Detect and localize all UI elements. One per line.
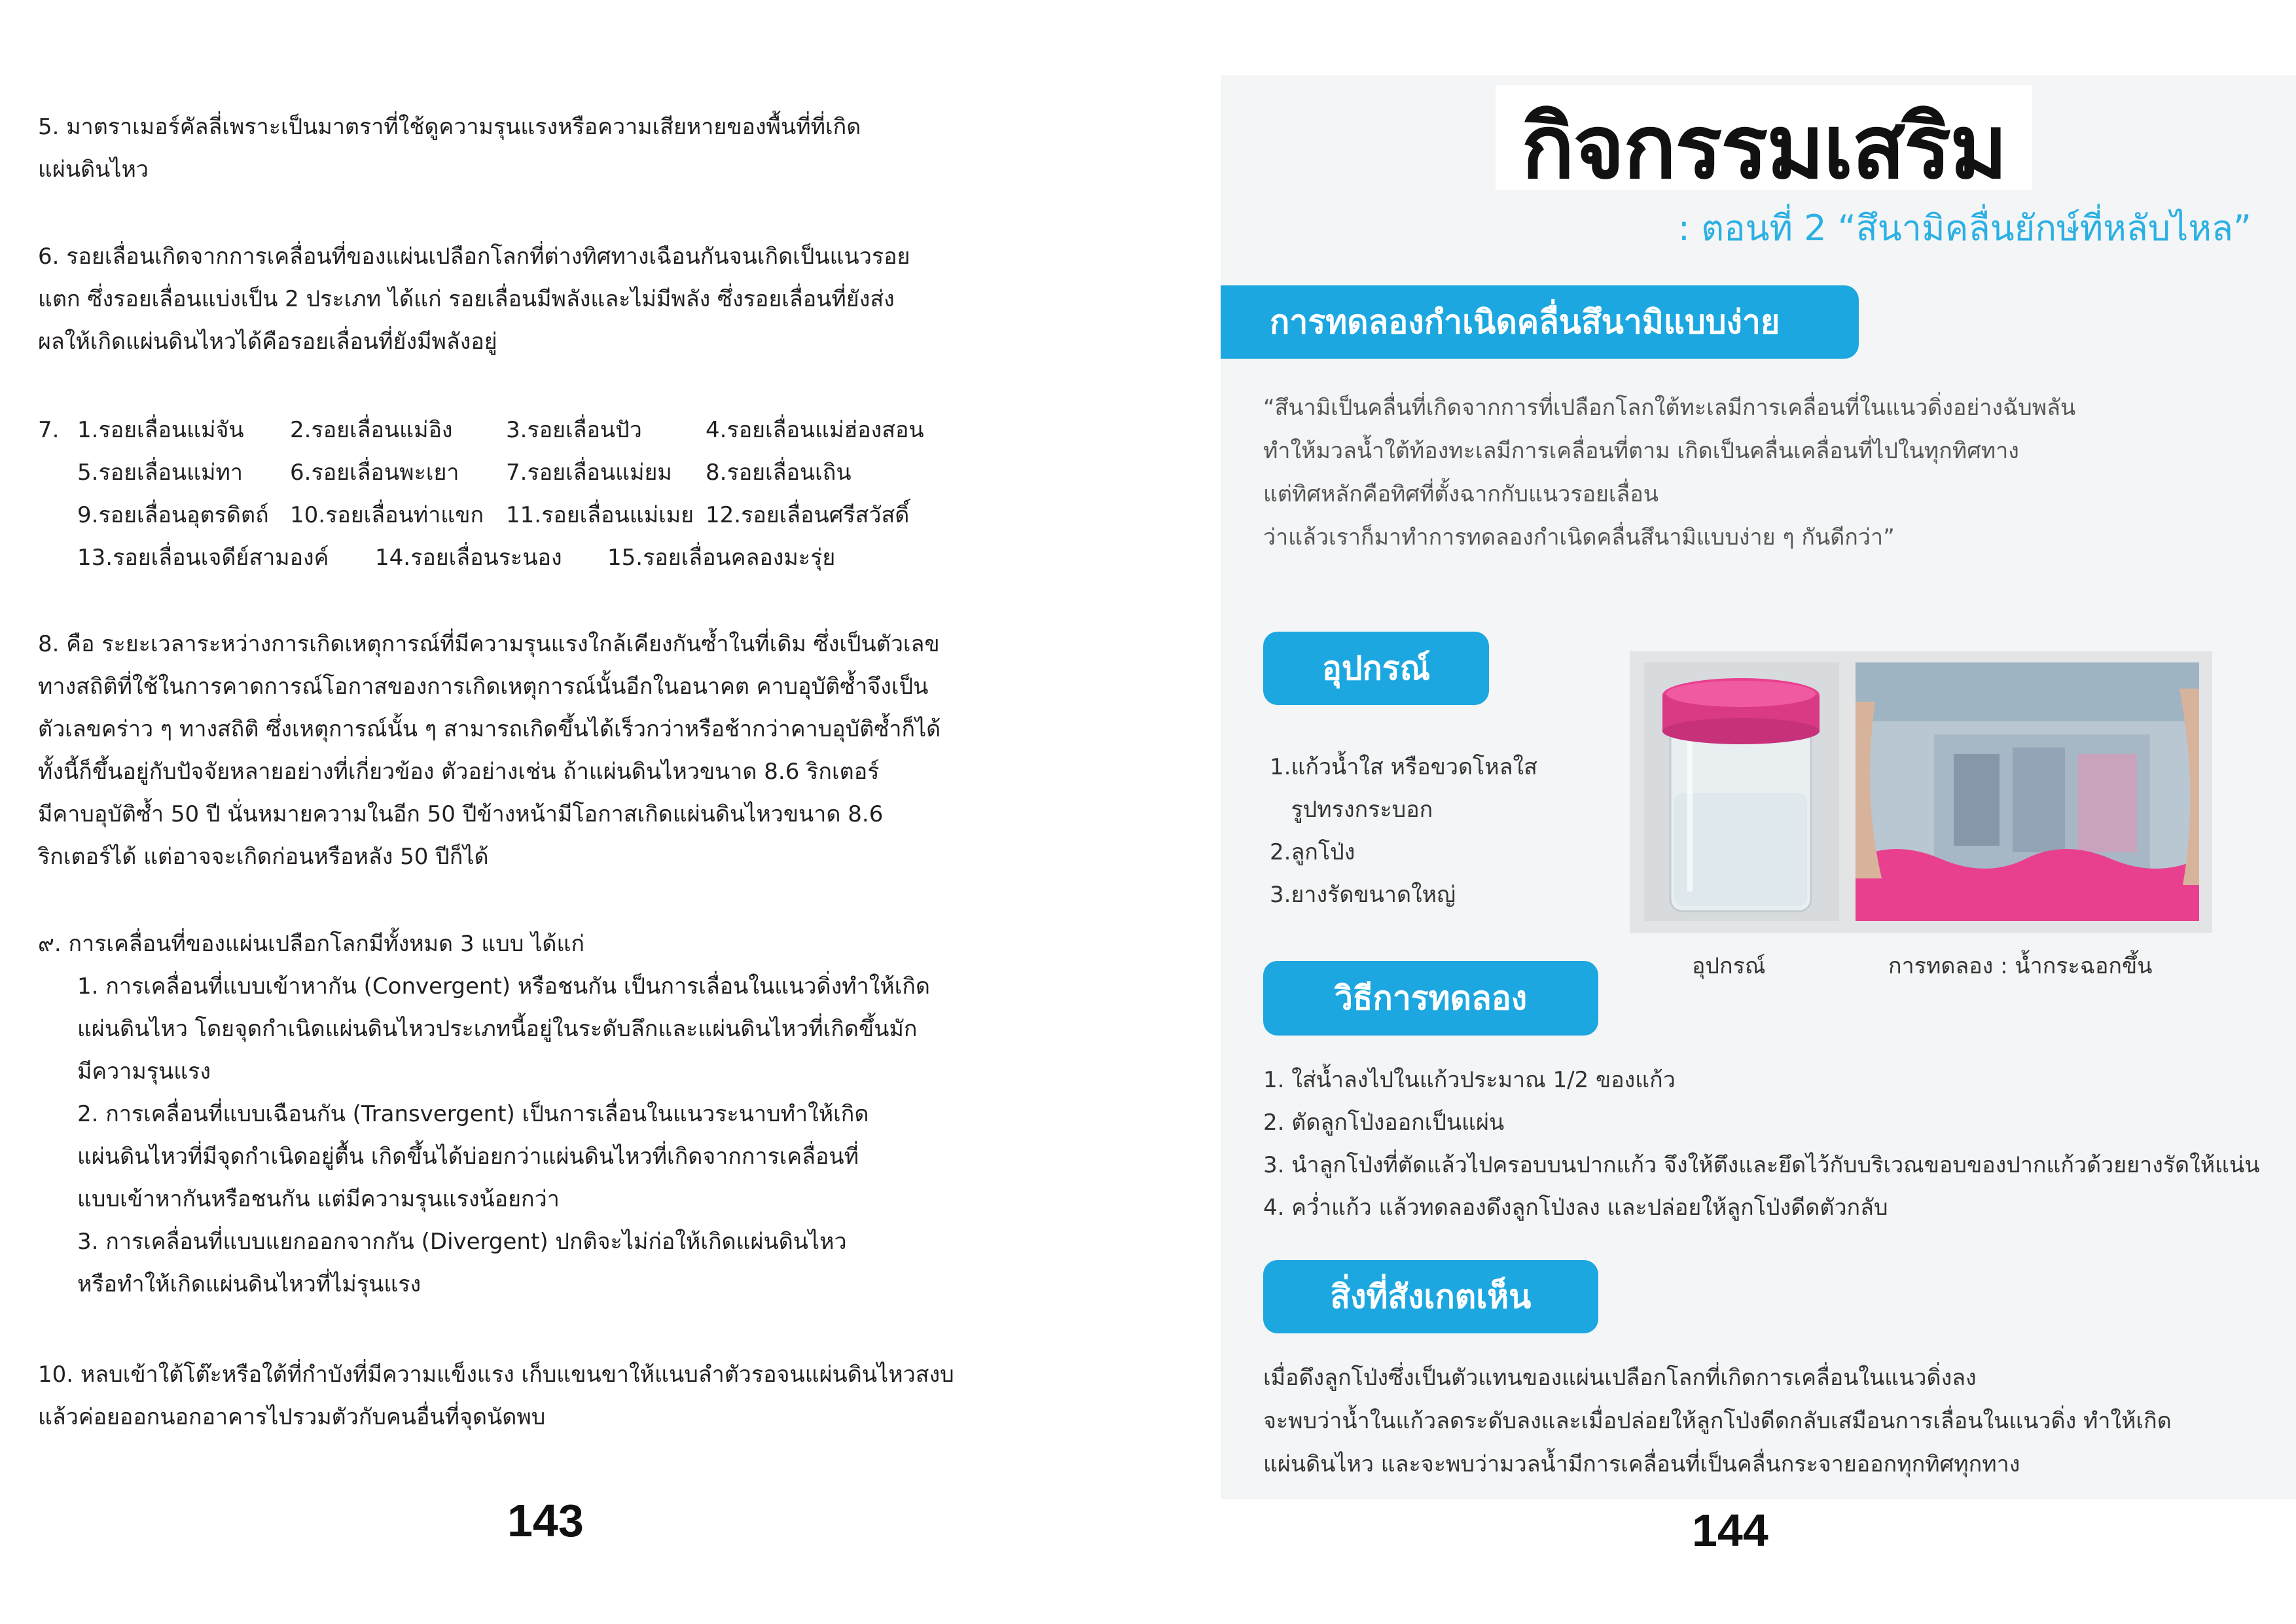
observation-text	[1263, 1356, 2172, 1486]
observation-heading: สิ่งที่สังเกตเห็น	[1263, 1260, 1598, 1333]
answer-8-line: ริกเตอร์ได้ แต่อาจจะเกิดก่อนหรือหลัง 50 ปีก็ได้	[38, 844, 489, 870]
observation-line: แผ่นดินไหว และจะพบว่ามวลน้ำมีการเคลื่อนที่เป็นคลื่นกระจายออกทุกทิศทุกทาง	[1263, 1451, 2020, 1477]
answer-8	[38, 623, 941, 878]
method-heading: วิธีการทดลอง	[1263, 961, 1598, 1036]
answer-9-sub-line: 3. การเคลื่อนที่แบบแยกออกจากกัน (Divergent) ปกติจะไม่ก่อให้เกิดแผ่นดินไหว	[77, 1229, 847, 1255]
page-number: 143	[507, 1495, 584, 1546]
answer-6-line: แตก ซึ่งรอยเลื่อนแบ่งเป็น 2 ประเภท ได้แก่ รอยเลื่อนมีพลังและไม่มีพลัง ซึ่งรอยเลื่อนที่ยังส่ง	[38, 286, 895, 312]
answer-9-sub-line: 2. การเคลื่อนที่แบบเฉือนกัน (Transvergent) เป็นการเลื่อนในแนวระนาบทำให้เกิด	[77, 1101, 869, 1127]
answer-5	[38, 106, 861, 191]
observation-line: จะพบว่าน้ำในแก้วลดระดับลงและเมื่อปล่อยให้ลูกโป่งดีดกลับเสมือนการเลื่อนในแนวดิ่ง ทำให้เกิด	[1263, 1408, 2172, 1434]
fault-row	[77, 409, 924, 452]
answer-8-line: ทั้งนี้ก็ขึ้นอยู่กับปัจจัยหลายอย่างที่เกี่ยวข้อง ตัวอย่างเช่น ถ้าแผ่นดินไหวขนาด 8.6 ริกเตอร์	[38, 759, 880, 785]
page-right	[1221, 0, 2296, 1624]
answer-9-sub-line: แผ่นดินไหวที่มีจุดกำเนิดอยู่ตื้น เกิดขึ้นได้บ่อยกว่าแผ่นดินไหวที่เกิดจากการเคลื่อนที่	[77, 1144, 859, 1170]
equipment-item: 3.ยางรัดขนาดใหญ่	[1270, 882, 1456, 908]
answer-10-line: 10. หลบเข้าใต้โต๊ะหรือใต้ที่กำบังที่มีความแข็งแรง เก็บแขนขาให้แนบลำตัวรอจนแผ่นดินไหวสงบ	[38, 1362, 954, 1388]
fault-item: 1.รอยเลื่อนแม่จัน	[77, 417, 244, 443]
fault-item: 8.รอยเลื่อนเถิน	[706, 460, 852, 486]
fault-row	[77, 494, 924, 537]
answer-9-line: ๙. การเคลื่อนที่ของแผ่นเปลือกโลกมีทั้งหมด 3 แบบ ได้แก่	[38, 931, 584, 957]
fault-item: 15.รอยเลื่อนคลองมะรุ่ย	[607, 545, 836, 571]
equipment-item: 1.แก้วน้ำใส หรือขวดโหลใส	[1270, 754, 1537, 780]
fault-item: 4.รอยเลื่อนแม่ฮ่องสอน	[706, 417, 924, 443]
answer-8-line: ตัวเลขคร่าว ๆ ทางสถิติ ซึ่งเหตุการณ์นั้น ๆ สามารถเกิดขึ้นได้เร็วกว่าหรือช้ากว่าคาบอุบัติซ้ำก็ได้	[38, 716, 941, 742]
quote-line: “สึนามิเป็นคลื่นที่เกิดจากการที่เปลือกโลกใต้ทะเลมีการเคลื่อนที่ในแนวดิ่งอย่างฉับพลัน	[1263, 395, 2076, 421]
section-banner: การทดลองกำเนิดคลื่นสึนามิแบบง่าย	[1221, 285, 1859, 359]
fault-row	[77, 452, 924, 494]
fault-item: 11.รอยเลื่อนแม่เมย	[506, 502, 694, 528]
fault-item: 5.รอยเลื่อนแม่ทา	[77, 460, 243, 486]
answer-9-sub-line: แบบเข้าหากันหรือชนกัน แต่มีความรุนแรงน้อยกว่า	[77, 1186, 560, 1212]
answer-9-sub-line: แผ่นดินไหว โดยจุดกำเนิดแผ่นดินไหวประเภทนี้อยู่ในระดับลึกและแผ่นดินไหวที่เกิดขึ้นมัก	[77, 1016, 918, 1042]
fault-item: 2.รอยเลื่อนแม่อิง	[290, 417, 453, 443]
answer-9-sub-line: 1. การเคลื่อนที่แบบเข้าหากัน (Convergent) หรือชนกัน เป็นการเลื่อนในแนวดิ่งทำให้เกิด	[77, 973, 930, 1000]
jar-illustration	[1644, 662, 1839, 921]
answer-7-prefix: 7.	[38, 417, 60, 443]
answer-10	[38, 1354, 954, 1439]
answer-9-sub-line: มีความรุนแรง	[77, 1058, 211, 1085]
answer-8-line: ทางสถิติที่ใช้ในการคาดการณ์โอกาสของการเกิดเหตุการณ์นั้นอีกในอนาคต คาบอุบัติซ้ำจึงเป็น	[38, 674, 929, 700]
equipment-list	[1270, 746, 1537, 916]
equipment-heading: อุปกรณ์	[1263, 632, 1489, 705]
page-title: กิจกรรมเสริม	[1521, 96, 2007, 198]
fault-list	[77, 409, 924, 579]
answer-9-sublist	[38, 965, 930, 1306]
answer-6-line: 6. รอยเลื่อนเกิดจากการเคลื่อนที่ของแผ่นเปลือกโลกที่ต่างทิศทางเฉือนกันจนเกิดเป็นแนวรอย	[38, 244, 910, 270]
intro-quote	[1263, 386, 2075, 559]
fault-item: 10.รอยเลื่อนท่าแขก	[290, 502, 484, 528]
quote-line: แต่ทิศหลักคือทิศที่ตั้งฉากกับแนวรอยเลื่อน	[1263, 481, 1659, 507]
fault-item: 12.รอยเลื่อนศรีสวัสดิ์	[706, 502, 910, 528]
answer-6	[38, 236, 910, 363]
page-number: 144	[1692, 1505, 1768, 1556]
fault-item: 3.รอยเลื่อนปัว	[506, 417, 642, 443]
answer-8-line: มีคาบอุบัติซ้ำ 50 ปี นั่นหมายความในอีก 50 ปีข้างหน้ามีโอกาสเกิดแผ่นดินไหวขนาด 8.6	[38, 801, 884, 827]
fault-item: 6.รอยเลื่อนพะเยา	[290, 460, 459, 486]
fault-item: 13.รอยเลื่อนเจดีย์สามองค์	[77, 545, 329, 571]
experiment-photo	[1856, 662, 2199, 921]
method-step: 1. ใส่น้ำลงไปในแก้วประมาณ 1/2 ของแก้ว	[1263, 1067, 1676, 1093]
method-step: 4. คว่ำแก้ว แล้วทดลองดึงลูกโป่งลง และปล่อยให้ลูกโป่งดีดตัวกลับ	[1263, 1195, 1888, 1221]
answer-6-line: ผลให้เกิดแผ่นดินไหวได้คือรอยเลื่อนที่ยังมีพลังอยู่	[38, 329, 497, 355]
equipment-item: รูปทรงกระบอก	[1270, 797, 1433, 823]
answer-5-line: 5. มาตราเมอร์คัลลี่เพราะเป็นมาตราที่ใช้ดูความรุนแรงหรือความเสียหายของพื้นที่ที่เกิด	[38, 114, 861, 140]
caption-equipment: อุปกรณ์	[1692, 953, 1766, 979]
caption-experiment: การทดลอง : น้ำกระฉอกขึ้น	[1888, 953, 2153, 979]
method-step: 3. นำลูกโป่งที่ตัดแล้วไปครอบบนปากแก้ว จึงให้ตึงและยึดไว้กับบริเวณขอบของปากแก้วด้วยยางรัดให้แน่น	[1263, 1152, 2260, 1178]
equipment-item: 2.ลูกโป่ง	[1270, 839, 1355, 865]
fault-item: 14.รอยเลื่อนระนอง	[375, 545, 562, 571]
answer-10-line: แล้วค่อยออกนอกอาคารไปรวมตัวกับคนอื่นที่จุดนัดพบ	[38, 1404, 546, 1430]
fault-item: 7.รอยเลื่อนแม่ยม	[506, 460, 672, 486]
observation-line: เมื่อดึงลูกโป่งซึ่งเป็นตัวแทนของแผ่นเปลือกโลกที่เกิดการเคลื่อนในแนวดิ่งลง	[1263, 1365, 1977, 1391]
equipment-photo	[1644, 662, 1839, 921]
quote-line: ทำให้มวลน้ำใต้ท้องทะเลมีการเคลื่อนที่ตาม เกิดเป็นคลื่นเคลื่อนที่ไปในทุกทิศทาง	[1263, 438, 2019, 464]
answer-8-line: 8. คือ ระยะเวลาระหว่างการเกิดเหตุการณ์ที่มีความรุนแรงใกล้เคียงกันซ้ำในที่เดิม ซึ่งเป็นตัวเลข	[38, 631, 940, 657]
answer-9	[38, 923, 930, 1306]
answer-5-line: แผ่นดินไหว	[38, 156, 149, 183]
page-subtitle: : ตอนที่ 2 “สึนามิคลื่นยักษ์ที่หลับไหล”	[1677, 208, 2251, 249]
method-step: 2. ตัดลูกโป่งออกเป็นแผ่น	[1263, 1110, 1505, 1136]
answer-9-sub-line: หรือทำให้เกิดแผ่นดินไหวที่ไม่รุนแรง	[77, 1271, 422, 1297]
experiment-illustration	[1856, 662, 2199, 921]
fault-item: 9.รอยเลื่อนอุตรดิตถ์	[77, 502, 269, 528]
method-list	[1263, 1059, 2260, 1229]
fault-row	[77, 537, 924, 579]
quote-line: ว่าแล้วเราก็มาทำการทดลองกำเนิดคลื่นสึนามิแบบง่าย ๆ กันดีกว่า”	[1263, 524, 1895, 550]
